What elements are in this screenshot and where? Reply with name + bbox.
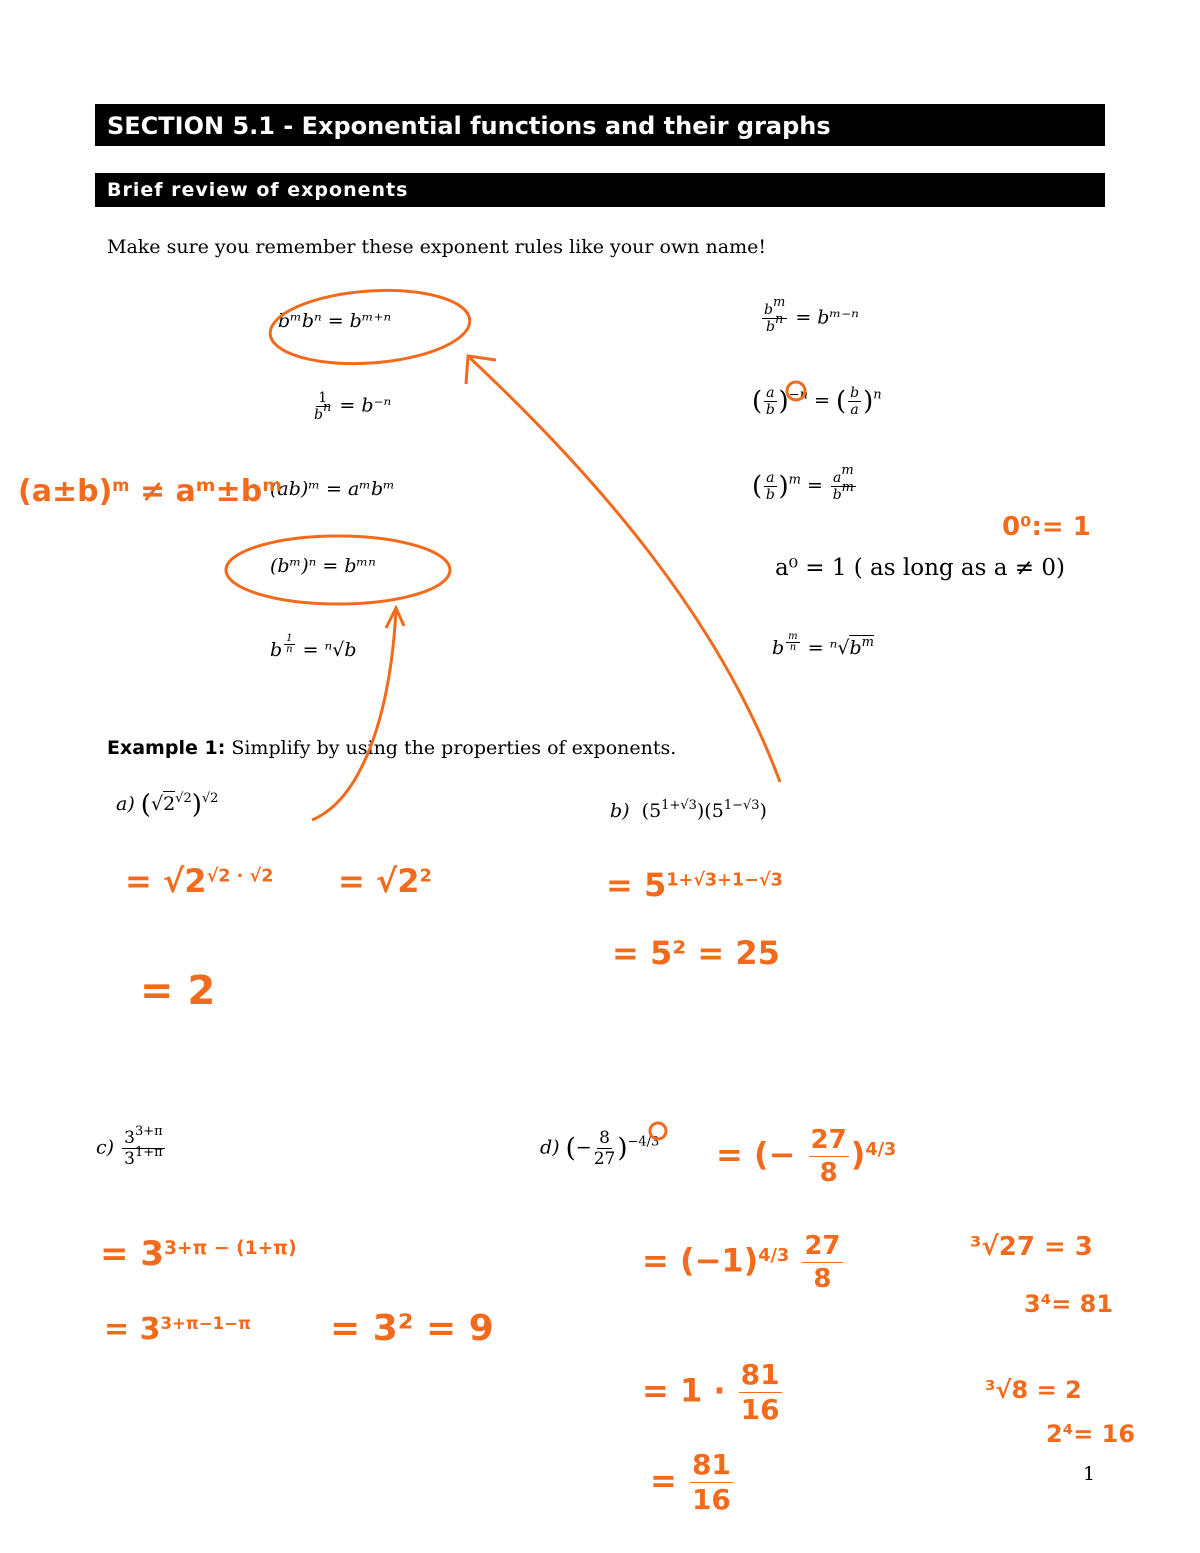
hw-b-step2: = 5² = 25	[612, 934, 780, 972]
hw-d-step1: = (− $\frac{27}{8}$ )$^{4/3}$	[716, 1125, 897, 1188]
rule-product: bᵐbⁿ = bᵐ⁺ⁿ	[278, 310, 392, 332]
hw-side-note-2: 3⁴= 81	[1024, 1290, 1114, 1318]
hw-side-note-4: 2⁴= 16	[1046, 1420, 1136, 1448]
example-instruction: Simplify by using the properties of exponents.	[231, 737, 677, 759]
hw-a-step1-base: = √2	[125, 862, 207, 900]
hw-d-step3	[642, 1358, 784, 1427]
hw-c-step2	[104, 1312, 251, 1347]
hw-side-note-1: ³√27 = 3	[970, 1232, 1093, 1262]
rule-negative-fraction: ( $\frac{a}{b}$ )$^{-n}$ = ( $\frac{b}{a}$ )$^n$	[752, 385, 882, 418]
intro-text: Make sure you remember these exponent rules like your own name!	[107, 236, 766, 258]
hw-d-step3-den: 16	[740, 1393, 780, 1426]
problem-b: b) $(5^{1+√3})(5^{1-√3})$	[610, 798, 767, 822]
hw-c-step1	[100, 1234, 297, 1274]
hw-d-step4-fraction	[690, 1448, 733, 1517]
rule-power-of-power: (bᵐ)ⁿ = bᵐⁿ	[270, 555, 376, 577]
rule-negative-exponent-rhs: = b⁻ⁿ	[339, 394, 392, 417]
rule-quotient-rhs: = bᵐ⁻ⁿ	[795, 306, 859, 329]
subsection-title-bar	[95, 173, 1105, 207]
rule-rational-exponent: b $^{\frac{m}{n}}$ = $^n√b^m$	[772, 631, 874, 659]
problem-c: c) $\frac{3^{3+\pi}}{3^{1+\pi}}$	[96, 1124, 163, 1169]
hw-a-step1	[125, 862, 273, 900]
hw-binomial-rhs: ≠ aᵐ±bᵐ	[139, 474, 283, 509]
hw-c-step1-base: = 3	[100, 1234, 164, 1274]
hw-d-step2	[642, 1230, 845, 1295]
rule-power-of-fraction: ( $\frac{a}{b}$ )$^m$ = $\frac{a^m}{b^m}$	[752, 463, 854, 503]
problem-c-label: c)	[96, 1136, 115, 1159]
hw-a-step1-exp: √2 · √2	[206, 866, 274, 887]
hw-d-step4-den: 16	[691, 1483, 731, 1516]
page-number: 1	[1083, 1463, 1096, 1485]
hw-d-step3-lhs: = 1 ·	[642, 1371, 726, 1410]
hw-c-step2-exp: 3+π−1−π	[160, 1314, 252, 1334]
hw-d-step3-fraction	[739, 1358, 782, 1427]
hw-c-step2-base: = 3	[104, 1312, 161, 1347]
rule-zero-exponent: a⁰ = 1 ( as long as a ≠ 0)	[775, 555, 1065, 581]
hw-d-step2-lhs: = (−1)	[642, 1241, 759, 1280]
arrowhead-power-rule	[386, 608, 404, 628]
hw-zero-note: 0⁰:= 1	[1002, 512, 1091, 542]
hw-d-step4-num: 81	[691, 1448, 731, 1481]
rule-power-of-fraction-eq: =	[807, 474, 823, 497]
rule-power-of-product: (ab)ᵐ = aᵐbᵐ	[270, 478, 395, 500]
problem-a-label: a)	[116, 793, 135, 815]
hw-d-step4-lhs: =	[650, 1461, 677, 1500]
example-heading	[107, 737, 676, 759]
arrowhead-product-rule	[466, 356, 496, 384]
hw-a-step3: = 2	[140, 968, 216, 1014]
subsection-title: Brief review of exponents	[107, 179, 409, 201]
hw-d-step2-num: 27	[804, 1231, 841, 1261]
hw-d-step2-den: 8	[813, 1264, 832, 1294]
hw-d-step1-exp: 4/3	[865, 1139, 897, 1160]
arrow-to-product-rule	[470, 358, 780, 782]
rule-rational-exponent-rhs: = ⁿ√	[807, 636, 850, 659]
hw-d-step1-fraction	[809, 1124, 849, 1189]
rule-fractional-root: b $^{\frac{1}{n}}$ = ⁿ√b	[270, 633, 357, 661]
hw-d-step1-den: 8	[819, 1158, 838, 1188]
hw-b-step1-base: = 5	[606, 866, 667, 904]
problem-a: a) $(√2^{√2})^{√2}$	[116, 790, 219, 820]
hw-b-step1	[606, 866, 783, 904]
hw-b-step1-exp: 1+√3+1−√3	[666, 870, 783, 891]
hw-binomial-note: $(a\pm b)^m$ ≠ aᵐ±bᵐ	[18, 474, 283, 509]
hw-binomial-lhs: (a±b)	[18, 474, 113, 509]
rule-negative-fraction-eq: =	[813, 389, 830, 412]
hw-a-step2	[338, 862, 432, 900]
hw-d-step1-lhs: = (−	[716, 1135, 796, 1174]
hw-a-step2-base: = √2	[338, 862, 420, 900]
rule-fractional-root-rhs: = ⁿ√b	[302, 638, 357, 661]
hw-c-step3: = 3² = 9	[330, 1308, 494, 1349]
section-title-bar	[95, 104, 1105, 146]
hw-d-step2-fraction	[802, 1230, 842, 1295]
hw-c-step1-exp: 3+π − (1+π)	[163, 1237, 297, 1259]
hw-d-step1-num: 27	[810, 1125, 847, 1155]
rule-negative-exponent: $\frac{1}{b^n}$ = b⁻ⁿ	[314, 390, 392, 423]
hw-d-step2-exp: 4/3	[758, 1245, 790, 1266]
problem-d-label: d)	[540, 1136, 560, 1159]
hw-side-note-3: ³√8 = 2	[985, 1376, 1082, 1404]
example-label: Example 1:	[107, 737, 226, 759]
problem-d: d) (− $\frac{8}{27}$ )$^{-4/3}$	[540, 1128, 660, 1169]
section-title: SECTION 5.1 - Exponential functions and their graphs	[107, 112, 831, 140]
rule-quotient: $\frac{b^m}{b^n}$ = bᵐ⁻ⁿ	[764, 295, 859, 335]
problem-b-label: b)	[610, 800, 630, 822]
hw-a-step2-exp: 2	[419, 866, 432, 887]
hw-d-step3-num: 81	[740, 1358, 780, 1391]
hw-d-step4	[650, 1448, 735, 1517]
